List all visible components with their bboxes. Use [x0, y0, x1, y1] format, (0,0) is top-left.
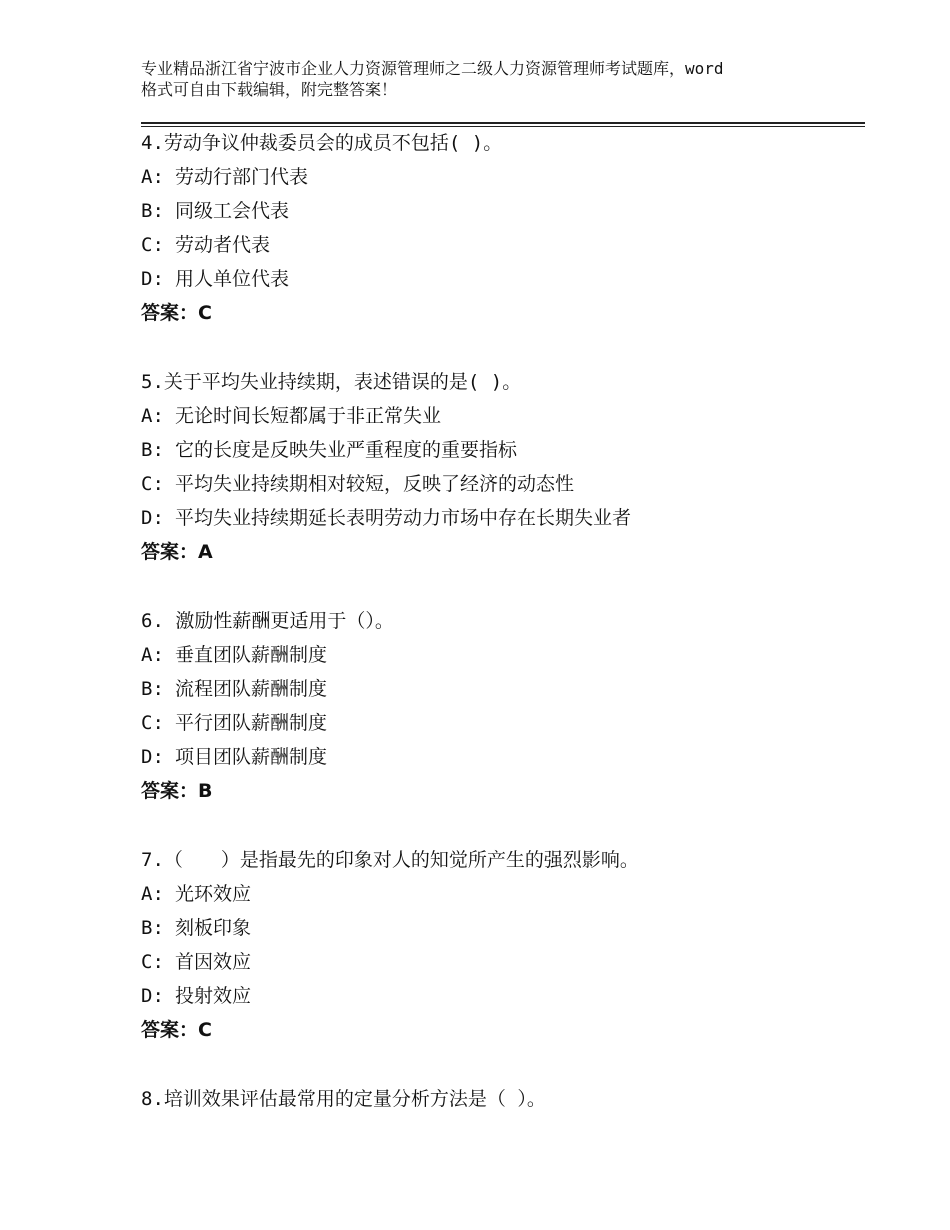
question-6: [141, 604, 861, 808]
option-label: D:: [141, 985, 164, 1007]
option-label: C:: [141, 712, 164, 734]
option-text: 光环效应: [175, 883, 252, 905]
question-4: [141, 126, 861, 330]
option-d: [141, 740, 861, 774]
option-c: [141, 945, 861, 979]
option-label: A:: [141, 166, 164, 188]
option-d: [141, 501, 861, 535]
option-b: [141, 672, 861, 706]
option-text: 刻板印象: [175, 917, 252, 939]
option-b: [141, 194, 861, 228]
answer-line: 答案：B: [141, 780, 213, 802]
option-label: D:: [141, 746, 164, 768]
answer-line: 答案：A: [141, 541, 213, 563]
option-label: C:: [141, 951, 164, 973]
option-text: 平均失业持续期延长表明劳动力市场中存在长期失业者: [175, 507, 632, 529]
question-7: [141, 843, 861, 1047]
answer-line: 答案：C: [141, 1019, 212, 1041]
option-text: 劳动者代表: [175, 234, 271, 256]
option-text: 投射效应: [175, 985, 252, 1007]
option-label: B:: [141, 917, 164, 939]
option-b: [141, 911, 861, 945]
option-a: [141, 160, 861, 194]
option-a: [141, 399, 861, 433]
option-text: 它的长度是反映失业严重程度的重要指标: [175, 439, 518, 461]
option-d: [141, 979, 861, 1013]
option-text: 首因效应: [175, 951, 252, 973]
option-d: [141, 262, 861, 296]
option-text: 无论时间长短都属于非正常失业: [175, 405, 442, 427]
option-b: [141, 433, 861, 467]
option-label: D:: [141, 268, 164, 290]
option-text: 垂直团队薪酬制度: [175, 644, 328, 666]
option-label: A:: [141, 644, 164, 666]
header-divider-thick: [141, 122, 865, 124]
option-c: [141, 228, 861, 262]
option-label: A:: [141, 883, 164, 905]
option-text: 平行团队薪酬制度: [175, 712, 328, 734]
question-5: [141, 365, 861, 569]
option-text: 平均失业持续期相对较短，反映了经济的动态性: [175, 473, 575, 495]
option-label: C:: [141, 234, 164, 256]
option-label: B:: [141, 439, 164, 461]
option-label: B:: [141, 200, 164, 222]
header-line-2: 格式可自由下载编辑，附完整答案！: [141, 80, 398, 99]
answer-line: 答案：C: [141, 302, 212, 324]
option-label: D:: [141, 507, 164, 529]
option-text: 同级工会代表: [175, 200, 290, 222]
option-text: 项目团队薪酬制度: [175, 746, 328, 768]
option-c: [141, 467, 861, 501]
question-8: [141, 1082, 861, 1116]
question-stem: 6. 激励性薪酬更适用于（）。: [141, 610, 394, 632]
option-text: 流程团队薪酬制度: [175, 678, 328, 700]
document-header: [141, 58, 841, 100]
option-a: [141, 877, 861, 911]
option-label: A:: [141, 405, 164, 427]
question-stem: 7.（ ）是指最先的印象对人的知觉所产生的强烈影响。: [141, 849, 639, 871]
option-c: [141, 706, 861, 740]
header-line-1: 专业精品浙江省宁波市企业人力资源管理师之二级人力资源管理师考试题库，word: [141, 59, 724, 78]
question-stem: 8.培训效果评估最常用的定量分析方法是（ ）。: [141, 1088, 546, 1110]
option-text: 劳动行部门代表: [175, 166, 309, 188]
question-stem: 4.劳动争议仲裁委员会的成员不包括( )。: [141, 132, 503, 154]
question-stem: 5.关于平均失业持续期，表述错误的是( )。: [141, 371, 522, 393]
option-label: B:: [141, 678, 164, 700]
option-label: C:: [141, 473, 164, 495]
option-text: 用人单位代表: [175, 268, 290, 290]
option-a: [141, 638, 861, 672]
